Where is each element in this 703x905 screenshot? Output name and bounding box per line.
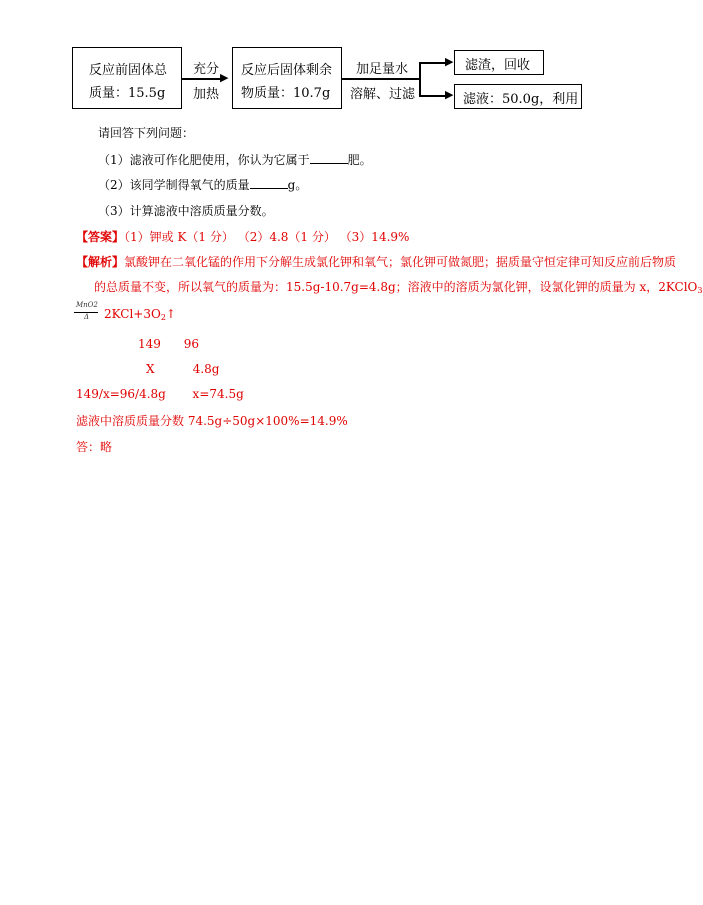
flow-box-after-line2: 物质量：10.7g	[241, 86, 331, 101]
reaction-products-a: 2KCl+3O	[104, 307, 161, 321]
question-2-text: （2）该同学制得氧气的质量	[98, 178, 250, 192]
flow-box-filtrate-text: 滤液：50.0g，利用	[463, 92, 579, 107]
question-1-text: （1）滤液可作化肥使用，你认为它属于	[98, 153, 310, 167]
analysis-line1	[76, 253, 676, 270]
analysis-line2-text: 的总质量不变，所以氧气的质量为：15.5g-10.7g=4.8g；溶液中的溶质为氯化钾，设氯化钾的质量为 x，2KClO	[94, 280, 698, 294]
ratio-numbers: 149 96	[138, 337, 200, 351]
flow-branch-bottom-head: ▶	[445, 88, 454, 101]
fraction-line: 滤液中溶质质量分数 74.5g÷50g×100%=14.9%	[76, 414, 348, 428]
reaction-products-sub: 2	[160, 313, 166, 322]
reaction-products-b: ↑	[165, 307, 176, 321]
flow-arrow2-line	[342, 78, 420, 80]
reaction-catalyst: MnO2	[76, 301, 98, 309]
analysis-line2-sub: 3	[697, 286, 703, 295]
flow-box-after	[232, 47, 342, 109]
flow-arrow1-head: ▶	[220, 71, 229, 84]
equation-line: 149/x=96/4.8g x=74.5g	[76, 387, 244, 401]
flow-branch-vertical	[419, 62, 421, 96]
analysis-line2	[94, 278, 703, 295]
answer-tag: 【答案】	[76, 230, 125, 244]
analysis-line1-text: 氯酸钾在二氧化锰的作用下分解生成氯化钾和氧气；氯化钾可做氮肥；据质量守恒定律可知反应前后物质	[124, 255, 677, 269]
question-1-suffix: 肥。	[347, 153, 372, 167]
question-3: （3）计算滤液中溶质质量分数。	[98, 204, 274, 218]
flow-box-residue-text: 滤渣，回收	[465, 58, 531, 73]
flow-arrow1-label-top: 充分	[193, 62, 220, 77]
flow-arrow2-label-bottom: 溶解、过滤	[350, 87, 416, 102]
question-2-suffix: g。	[287, 178, 308, 192]
reaction-heat: Δ	[84, 313, 90, 321]
question-1-blank[interactable]	[310, 152, 348, 164]
flow-box-before-line1: 反应前固体总	[89, 63, 168, 78]
flow-box-before	[72, 47, 182, 109]
question-2-blank[interactable]	[250, 177, 288, 189]
flow-arrow2-label-top: 加足量水	[356, 62, 409, 77]
answer-text: （1）钾或 K（1 分） （2）4.8（1 分） （3）14.9%	[124, 230, 410, 244]
flow-branch-top-head: ▶	[445, 55, 454, 68]
question-intro: 请回答下列问题：	[98, 126, 195, 140]
analysis-tag: 【解析】	[76, 255, 125, 269]
answer-line	[76, 228, 409, 245]
flow-box-residue	[454, 50, 544, 75]
flow-box-after-line1: 反应后固体剩余	[241, 63, 333, 78]
flow-arrow1-line	[182, 78, 224, 80]
ratio-variables: X 4.8g	[146, 362, 220, 376]
flow-box-before-line2: 质量：15.5g	[89, 86, 166, 101]
flow-arrow1-label-bottom: 加热	[193, 87, 220, 102]
reaction-products	[104, 307, 176, 322]
question-1	[98, 151, 372, 168]
conclusion-line: 答：略	[76, 440, 113, 454]
flow-box-filtrate	[454, 84, 582, 109]
question-2	[98, 176, 307, 193]
